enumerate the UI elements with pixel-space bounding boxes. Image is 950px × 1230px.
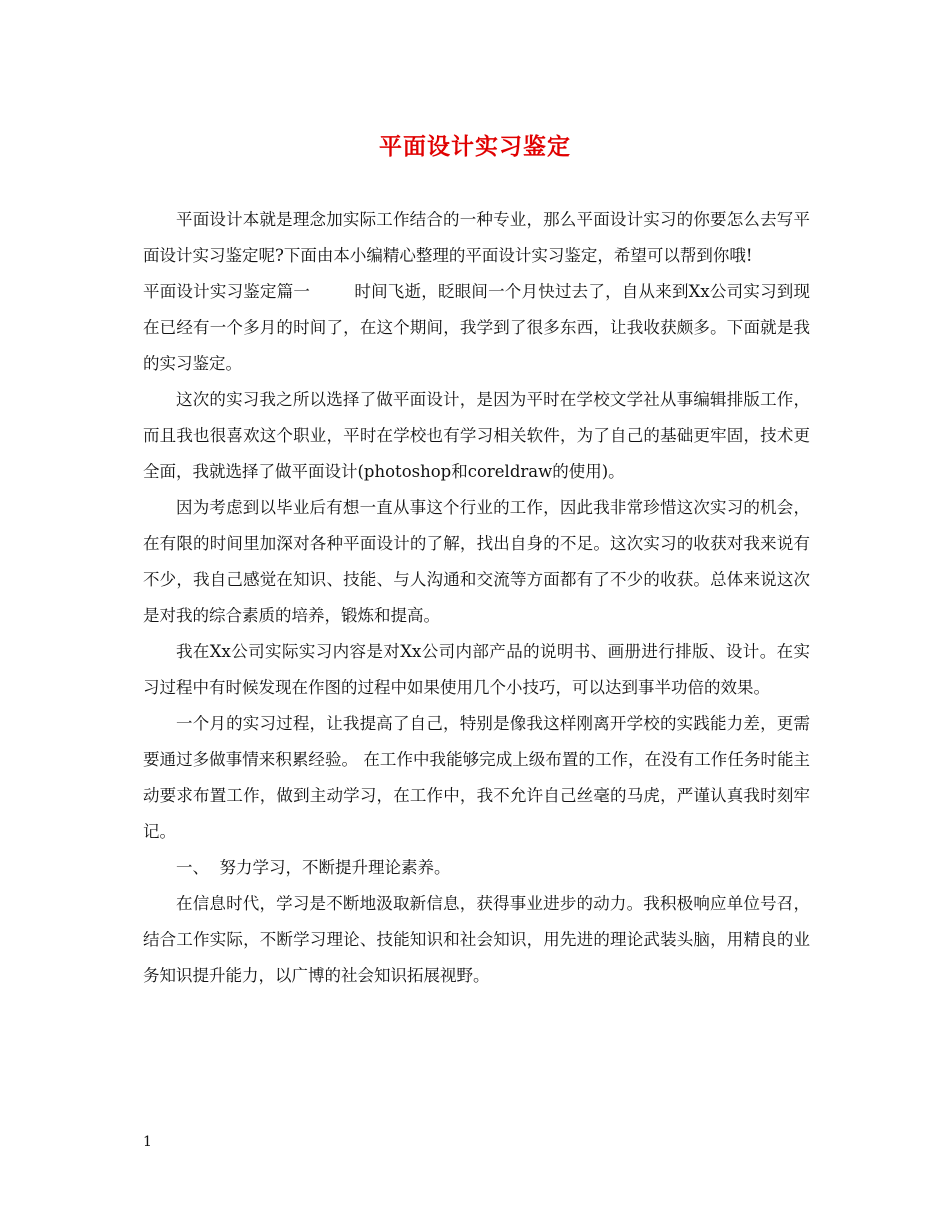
body-paragraph: 因为考虑到以毕业后有想一直从事这个行业的工作，因此我非常珍惜这次实习的机会，在有限的时间里加深对各种平面设计的了解，找出自身的不足。这次实习的收获对我来说有不少，我自己感觉在知识、技能、与人沟通和交流等方面都有了不少的收获。总体来说这次是对我的综合素质的培养，锻炼和提高。: [143, 498, 810, 625]
body-paragraph: 在信息时代，学习是不断地汲取新信息，获得事业进步的动力。我积极响应单位号召，结合工作实际，不断学习理论、技能知识和社会知识，用先进的理论武装头脑，用精良的业务知识提升能力，以广博的社会知识拓展视野。: [143, 894, 810, 985]
heading-item-one: 一、 努力学习，不断提升理论素养。: [176, 858, 451, 877]
page-number: 1: [143, 1134, 152, 1150]
body-paragraph: 这次的实习我之所以选择了做平面设计，是因为平时在学校文学社从事编辑排版工作，而且我也很喜欢这个职业，平时在学校也有学习相关软件，为了自己的基础更牢固，技术更全面，我就选择了做平面设计(photoshop和coreldraw的使用)。: [143, 390, 810, 481]
document-body: [143, 202, 810, 994]
document-title: 平面设计实习鉴定: [379, 133, 571, 160]
body-paragraph: 我在Xx公司实际实习内容是对Xx公司内部产品的说明书、画册进行排版、设计。在实习过程中有时候发现在作图的过程中如果使用几个小技巧，可以达到事半功倍的效果。: [143, 642, 810, 697]
section-one-paragraph: [143, 274, 810, 382]
intro-paragraph: 平面设计本就是理念加实际工作结合的一种专业，那么平面设计实习的你要怎么去写平面设计实习鉴定呢?下面由本小编精心整理的平面设计实习鉴定，希望可以帮到你哦!: [143, 210, 810, 265]
section-label: 平面设计实习鉴定篇一: [143, 282, 311, 301]
section-first-text: 时间飞逝，眨眼间一个月快过去了，自从来到Xx公司实习到现在已经有一个多月的时间了，在这个期间，我学到了很多东西，让我收获颇多。下面就是我的实习鉴定。: [143, 282, 811, 373]
body-paragraph: 一个月的实习过程，让我提高了自己，特别是像我这样刚离开学校的实践能力差，更需要通过多做事情来积累经验。 在工作中我能够完成上级布置的工作，在没有工作任务时能主动要求布置工作，做到主动学习，在工作中，我不允许自己丝毫的马虎，严谨认真我时刻牢记。: [143, 714, 810, 841]
